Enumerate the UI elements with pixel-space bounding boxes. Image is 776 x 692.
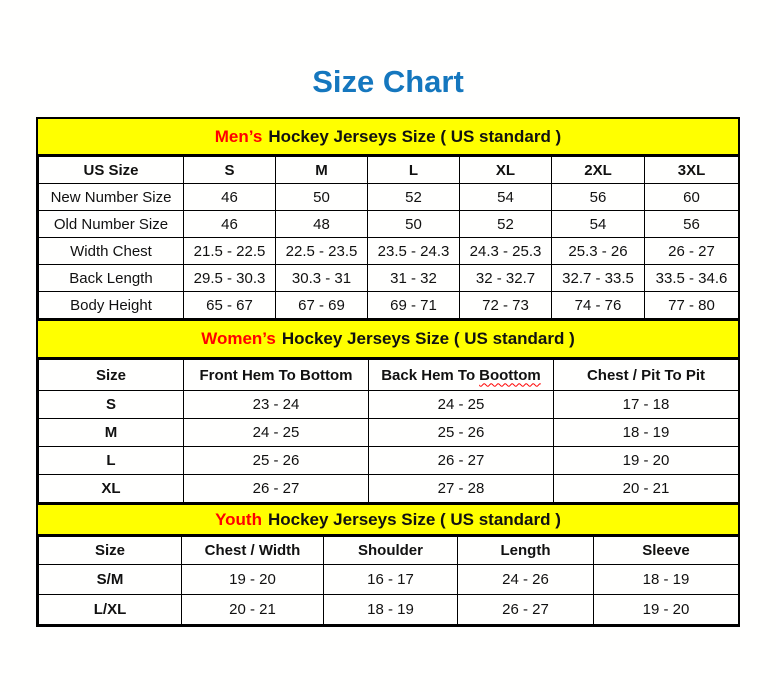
table-cell: 26 - 27 — [369, 447, 554, 475]
men-table-row — [39, 265, 739, 292]
table-cell: 25 - 26 — [184, 447, 369, 475]
table-cell: 46 — [184, 211, 276, 238]
men-table-row — [39, 292, 739, 319]
table-cell: 50 — [368, 211, 460, 238]
row-label: L — [39, 447, 184, 475]
misspelled-word: Boottom — [479, 366, 541, 384]
youth-banner-text: Hockey Jerseys Size ( US standard ) — [267, 509, 561, 529]
back-hem-prefix: Back Hem To — [381, 366, 476, 384]
women-banner-text: Hockey Jerseys Size ( US standard ) — [281, 329, 575, 348]
women-col-header-back-hem — [369, 360, 554, 391]
table-cell: 48 — [276, 211, 368, 238]
table-cell: 20 - 21 — [554, 475, 739, 503]
men-table-row — [39, 238, 739, 265]
men-table-row — [39, 184, 739, 211]
youth-col-header: Shoulder — [324, 537, 458, 565]
table-cell: 22.5 - 23.5 — [276, 238, 368, 265]
youth-col-header: Size — [39, 537, 182, 565]
youth-size-table — [38, 536, 739, 625]
table-cell: 31 - 32 — [368, 265, 460, 292]
table-cell: 24 - 25 — [184, 419, 369, 447]
men-banner-highlight: Men’s — [214, 126, 263, 146]
table-cell: 32 - 32.7 — [460, 265, 552, 292]
table-cell: 30.3 - 31 — [276, 265, 368, 292]
table-cell: 69 - 71 — [368, 292, 460, 319]
women-table-row — [39, 447, 739, 475]
women-banner-highlight: Women’s — [201, 329, 276, 348]
row-label: S — [39, 391, 184, 419]
men-size-table — [38, 156, 739, 319]
men-banner-text: Hockey Jerseys Size ( US standard ) — [268, 126, 562, 146]
table-cell: 33.5 - 34.6 — [645, 265, 739, 292]
table-cell: 20 - 21 — [182, 595, 324, 625]
table-cell: 23.5 - 24.3 — [368, 238, 460, 265]
men-col-header: 2XL — [552, 157, 645, 184]
youth-header-row — [39, 537, 739, 565]
page-title: Size Chart — [312, 64, 464, 99]
men-col-header: XL — [460, 157, 552, 184]
table-cell: 54 — [552, 211, 645, 238]
table-cell: 25 - 26 — [369, 419, 554, 447]
size-chart — [36, 117, 740, 627]
row-label: S/M — [39, 565, 182, 595]
table-cell: 24 - 25 — [369, 391, 554, 419]
women-table-row — [39, 475, 739, 503]
table-cell: 21.5 - 22.5 — [184, 238, 276, 265]
women-col-header: Chest / Pit To Pit — [554, 360, 739, 391]
table-cell: 65 - 67 — [184, 292, 276, 319]
table-cell: 19 - 20 — [554, 447, 739, 475]
table-cell: 16 - 17 — [324, 565, 458, 595]
row-label: Width Chest — [39, 238, 184, 265]
table-cell: 54 — [460, 184, 552, 211]
table-cell: 24.3 - 25.3 — [460, 238, 552, 265]
table-cell: 50 — [276, 184, 368, 211]
table-cell: 24 - 26 — [458, 565, 594, 595]
men-col-header: M — [276, 157, 368, 184]
row-label: Body Height — [39, 292, 184, 319]
table-cell: 27 - 28 — [369, 475, 554, 503]
table-cell: 52 — [460, 211, 552, 238]
women-col-header: Front Hem To Bottom — [184, 360, 369, 391]
women-header-row — [39, 360, 739, 391]
men-col-header: S — [184, 157, 276, 184]
table-cell: 18 - 19 — [324, 595, 458, 625]
table-cell: 56 — [645, 211, 739, 238]
women-table-row — [39, 419, 739, 447]
youth-table-row — [39, 595, 739, 625]
table-cell: 72 - 73 — [460, 292, 552, 319]
youth-section-banner — [38, 503, 738, 536]
table-cell: 52 — [368, 184, 460, 211]
row-label: Back Length — [39, 265, 184, 292]
youth-col-header: Chest / Width — [182, 537, 324, 565]
table-cell: 26 - 27 — [184, 475, 369, 503]
table-cell: 32.7 - 33.5 — [552, 265, 645, 292]
youth-table-row — [39, 565, 739, 595]
youth-col-header: Length — [458, 537, 594, 565]
table-cell: 19 - 20 — [594, 595, 739, 625]
table-cell: 23 - 24 — [184, 391, 369, 419]
women-col-header: Size — [39, 360, 184, 391]
women-size-table — [38, 359, 739, 503]
men-section-banner — [38, 119, 738, 156]
table-cell: 60 — [645, 184, 739, 211]
men-table-row — [39, 211, 739, 238]
table-cell: 74 - 76 — [552, 292, 645, 319]
table-cell: 29.5 - 30.3 — [184, 265, 276, 292]
men-col-header: L — [368, 157, 460, 184]
table-cell: 56 — [552, 184, 645, 211]
row-label: M — [39, 419, 184, 447]
men-col-header: US Size — [39, 157, 184, 184]
table-cell: 17 - 18 — [554, 391, 739, 419]
table-cell: 19 - 20 — [182, 565, 324, 595]
men-header-row — [39, 157, 739, 184]
table-cell: 18 - 19 — [594, 565, 739, 595]
youth-col-header: Sleeve — [594, 537, 739, 565]
row-label: XL — [39, 475, 184, 503]
row-label: Old Number Size — [39, 211, 184, 238]
table-cell: 46 — [184, 184, 276, 211]
table-cell: 77 - 80 — [645, 292, 739, 319]
table-cell: 18 - 19 — [554, 419, 739, 447]
youth-banner-highlight: Youth — [215, 509, 262, 529]
table-cell: 67 - 69 — [276, 292, 368, 319]
men-col-header: 3XL — [645, 157, 739, 184]
women-section-banner — [38, 319, 738, 359]
women-table-row — [39, 391, 739, 419]
table-cell: 26 - 27 — [458, 595, 594, 625]
row-label: New Number Size — [39, 184, 184, 211]
table-cell: 26 - 27 — [645, 238, 739, 265]
row-label: L/XL — [39, 595, 182, 625]
table-cell: 25.3 - 26 — [552, 238, 645, 265]
